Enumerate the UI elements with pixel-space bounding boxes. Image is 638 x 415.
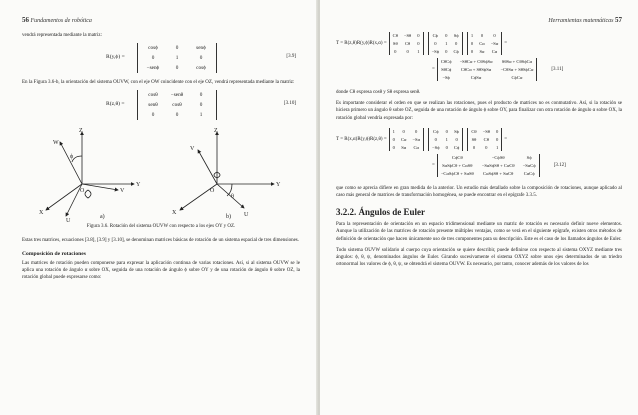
matrix-cell: 1	[495, 144, 499, 150]
matrix-cell: −Sθ	[403, 33, 412, 38]
matrix-cell: −Sα	[490, 41, 499, 46]
matrix-cell: Cα	[479, 41, 485, 46]
axes-diagram	[22, 126, 300, 222]
left-header-title: Fundamentos de robótica	[30, 18, 92, 24]
matrix-cell: Cα	[400, 136, 407, 142]
matrix-cell: 0	[175, 112, 179, 119]
right-para-1: donde Cθ expresa cosθ y Sθ expresa senθ.	[336, 90, 421, 95]
matrix-cell: Cϕ	[453, 144, 460, 150]
label-z-b: Z	[214, 128, 218, 135]
matrix-cell: 0	[406, 49, 409, 54]
matrix-cell: 0	[394, 49, 397, 54]
matrix-cell: Sθ	[471, 136, 477, 142]
eq-3-10-lhs: R(z,θ) =	[106, 101, 125, 108]
matrix-cell: 0	[455, 41, 458, 46]
matrix-cell: Cϕ	[432, 33, 439, 38]
matrix-cell: 0	[485, 144, 488, 150]
eq-3-12-result	[437, 154, 540, 177]
x-axis-a	[46, 184, 82, 210]
label-o-a: O	[80, 188, 85, 195]
matrix-cell: Sϕ	[454, 128, 460, 134]
matrix-cell: CϕCθ	[451, 154, 463, 160]
matrix-cell: 1	[445, 41, 448, 46]
eq-3-12-lhs: T = R(x,α)R(y,ϕ)R(z,θ) =	[336, 136, 387, 142]
label-theta-b: θ	[231, 194, 234, 201]
figure-3-6	[22, 126, 300, 222]
matrix-cell: SθSα + CθSϕCα	[501, 59, 533, 64]
label-v-b: V	[190, 146, 195, 153]
matrix-cell: 0	[417, 41, 420, 46]
matrix-cell: 0	[445, 49, 448, 54]
right-running-header	[336, 16, 622, 24]
rotation-arrow-a	[85, 190, 91, 198]
label-x-a: X	[39, 210, 44, 217]
matrix-cell: 1	[199, 112, 203, 119]
figure-b-axes	[180, 132, 274, 210]
matrix-cell: CϕSα	[470, 75, 482, 80]
matrix-cell: −CαSϕCθ + SαSθ	[440, 170, 474, 176]
matrix-cell: cosϕ	[148, 45, 158, 52]
matrix-cell: Sϕ	[453, 33, 459, 38]
matrix-cell: 0	[199, 102, 203, 109]
equation-3-12: T = R(x,α)R(y,ϕ)R(z,θ) = 1 0 0 0 Cα −Sα 0 Sα Cα Cϕ 0 Sϕ 0 1 0 −Sϕ 0 Cϕ Cθ −Sθ 0 Sθ Cθ 0 0 0 1 = = CϕCθ −CϕSθ Sϕ SαSϕCθ + CαSθ −SαSϕSθ + CαCθ −SαCϕ −CαSϕCθ + SαSθ CαSϕSθ + SαCθ CαCϕ [3.12]	[336, 128, 566, 176]
matrix-cell: 0	[493, 33, 496, 38]
right-page	[320, 0, 638, 415]
left-intro: vendrá representada mediante la matriz:	[22, 33, 102, 38]
matrix-cell: −Sϕ	[442, 75, 450, 80]
right-para-3: que como se aprecia difiere en gran medida de la anterior. Un estudio más detallado sobre la composición de rotaciones, aunque aplicado al caso más general de matrices de transformación homogénea, se puede encontrar en el epígrafe 3.3.5.	[336, 185, 622, 199]
matrix-cell: 0	[417, 33, 420, 38]
matrix-cell: −SαSϕSθ + CαCθ	[481, 162, 515, 168]
matrix-cell: Cθ	[392, 33, 398, 38]
matrix-cell: 0	[495, 136, 499, 142]
section-title-euler: 3.2.2. Ángulos de Euler	[336, 207, 426, 218]
label-b: b)	[226, 214, 231, 221]
eq-3-9-matrix	[137, 43, 217, 73]
matrix-cell: 0	[470, 49, 474, 54]
eq-3-11-lhs: T = R(z,θ)R(y,ϕ)R(x,α) =	[336, 41, 387, 46]
figure-a-axes	[46, 132, 134, 216]
matrix-cell: CαSϕSθ + SαCθ	[483, 170, 514, 176]
right-para-5: Todo sistema OUVW solidario al cuerpo cuya orientación se quiere describir, puede definirse con respecto al sistema OXYZ mediante tres ángulos: ϕ, θ, ψ, denominados ángulos de Euler. Girando sucesivamente el sistema OXYZ sobre unos ejes determinados de un triedro ortonormal los valores de ϕ, θ, ψ, se obtendrá el sistema OUVW. Es necesario, por tanto, conocer además de los valores de los	[336, 247, 622, 268]
eq-3-12-rz	[467, 128, 502, 151]
matrix-cell: 0	[470, 41, 474, 46]
w-axis-a	[60, 142, 82, 184]
eq-3-11-ry	[428, 32, 463, 55]
matrix-cell: 0	[445, 128, 448, 134]
matrix-cell: 0	[151, 55, 155, 62]
matrix-cell: senϕ	[196, 45, 206, 52]
matrix-cell: Cθ	[483, 136, 489, 142]
matrix-cell: CθCα + SθSϕSα	[460, 67, 492, 72]
matrix-cell: −CϕSθ	[491, 154, 505, 160]
matrix-cell: 0	[455, 136, 458, 142]
eq-3-12-rx	[389, 128, 424, 151]
matrix-cell: CθCϕ	[440, 59, 452, 64]
matrix-cell: 0	[199, 92, 203, 99]
matrix-cell: −SαCϕ	[522, 162, 536, 168]
label-z-a: Z	[79, 128, 83, 135]
matrix-cell: cosθ	[148, 92, 158, 99]
eq-3-11-number: [3.11]	[551, 67, 564, 72]
matrix-cell: SθCϕ	[441, 67, 452, 72]
matrix-cell: 0	[445, 144, 448, 150]
left-page	[0, 0, 318, 415]
matrix-cell: 0	[445, 33, 448, 38]
phi-arc-a	[72, 156, 82, 162]
v-axis-b	[198, 150, 217, 184]
left-page-number: 56	[22, 16, 29, 24]
matrix-cell: −senϕ	[146, 65, 160, 72]
label-u-b: U	[244, 212, 249, 219]
label-y-a: Y	[136, 182, 141, 189]
left-para-3: Estas tres matrices, ecuaciones [3.8], [3.9] y [3.10], se denominan matrices básicas de rotación de un sistema espacial de tres dimensiones.	[22, 238, 299, 244]
label-a: a)	[100, 214, 105, 221]
matrix-cell: 0	[175, 45, 179, 52]
matrix-cell: 0	[402, 128, 405, 134]
matrix-cell: Cα	[413, 144, 419, 150]
label-x-b: X	[172, 210, 177, 217]
matrix-cell: 1	[470, 33, 474, 38]
eq-3-12-number: [3.12]	[553, 162, 566, 168]
matrix-cell: Cϕ	[453, 49, 459, 54]
matrix-cell: −Sϕ	[431, 144, 440, 150]
matrix-cell: −Sϕ	[431, 49, 440, 54]
eq-3-10-matrix	[137, 90, 217, 120]
matrix-cell: Sα	[401, 144, 407, 150]
eq-3-9-lhs: R(y,ϕ) =	[106, 54, 125, 61]
eq-3-11-rx	[467, 32, 502, 55]
right-para-2: Es importante considerar el orden en que se realizan las rotaciones, pues el producto de matrices no es conmutativo. Así, si la rotación se hiciera primero un ángulo θ sobre OZ, seguida de una rotación de ángulo ϕ sobre OY, para finalizar con otra rotación de ángulo α sobre OX, la rotación global vendría expresada por:	[336, 101, 622, 121]
matrix-cell: 0	[495, 128, 499, 134]
eq-3-12-ry	[428, 128, 463, 151]
matrix-cell: 0	[480, 33, 484, 38]
matrix-cell: senθ	[148, 102, 158, 109]
matrix-cell: Sθ	[392, 41, 398, 46]
matrix-cell: Cϕ	[433, 128, 439, 134]
label-v-a: V	[120, 188, 125, 195]
eq-3-11-result	[437, 58, 538, 81]
matrix-cell: −Sα	[412, 136, 420, 142]
matrix-cell: −CθSα + SθSϕCα	[500, 67, 534, 72]
equation-3-10	[22, 90, 300, 120]
matrix-cell: Sϕ	[526, 154, 532, 160]
matrix-cell: 0	[392, 144, 395, 150]
label-o-b: O	[210, 188, 215, 195]
right-header-title: Herramientas matemáticas	[548, 18, 614, 24]
matrix-cell: 0	[434, 41, 437, 46]
matrix-cell: 0	[392, 136, 395, 142]
eq-3-10-number: [3.10]	[283, 101, 296, 107]
matrix-cell: 1	[445, 136, 448, 142]
matrix-cell: CϕCα	[511, 75, 523, 80]
section-heading: Composición de rotaciones	[22, 250, 86, 257]
matrix-cell: Cα	[491, 49, 498, 54]
matrix-cell: Cθ	[404, 41, 411, 46]
matrix-cell: Cθ	[471, 128, 477, 134]
eq-3-11-rz	[389, 32, 424, 55]
matrix-cell: 1	[392, 128, 395, 134]
matrix-cell: SαSϕCθ + CαSθ	[442, 162, 473, 168]
figure-caption: Figura 3.6. Rotación del sistema OUVW con respecto a los ejes OY y OZ.	[86, 224, 236, 230]
matrix-cell: −SθCα + CθSϕSα	[459, 59, 493, 64]
left-para-4: Las matrices de rotación pueden componerse para expresar la aplicación continua de varias rotaciones. Así, si al sistema OUVW se le aplica una rotación de ángulo α sobre OX, seguida de una rotación de ángulo ϕ sobre OY y de una rotación de ángulo θ sobre OZ, la rotación global puede expresarse como:	[22, 260, 300, 281]
matrix-cell: 0	[175, 65, 179, 72]
matrix-cell: −senθ	[170, 92, 184, 99]
v-axis-a	[82, 184, 118, 190]
matrix-cell: 0	[151, 112, 155, 119]
matrix-cell: 1	[175, 55, 179, 62]
matrix-cell: cosϕ	[196, 65, 206, 72]
matrix-cell: 0	[199, 55, 203, 62]
left-running-header	[22, 16, 300, 24]
matrix-cell: −Sθ	[482, 128, 490, 134]
label-u-a: U	[66, 218, 71, 223]
matrix-cell: Sα	[479, 49, 485, 54]
matrix-cell: 0	[472, 144, 476, 150]
matrix-cell: 0	[434, 136, 437, 142]
right-page-number: 57	[615, 16, 622, 24]
equation-3-9	[22, 43, 300, 73]
matrix-cell: cosθ	[172, 102, 182, 109]
left-para-2: En la Figura 3.6-b, la orientación del sistema OUVW, con el eje OW coincidente con el eje OZ, vendrá representada mediante la matriz:	[22, 80, 295, 86]
label-y-b: Y	[276, 182, 281, 189]
matrix-cell: CαCϕ	[523, 170, 535, 176]
label-w-a: W	[53, 140, 59, 147]
matrix-cell: 1	[417, 49, 420, 54]
right-para-4: Para la representación de orientación en un espacio tridimensional mediante un matriz de rotación es necesario definir nueve elementos. Aunque la utilización de las matrices de rotación presente múltiples ventajas, como se verá en el siguiente epígrafe, existen otros métodos de definición de orientación que hacen únicamente uso de tres componentes para su descripción. Este es el caso de los llamados ángulos de Euler.	[336, 222, 622, 242]
equation-3-11: T = R(z,θ)R(y,ϕ)R(x,α) = Cθ −Sθ 0 Sθ Cθ 0 0 0 1 Cϕ 0 Sϕ 0 1 0 −Sϕ 0 Cϕ 1 0 0 0 Cα −Sα 0 Sα Cα = = CθCϕ −SθCα + CθSϕSα SθSα + CθSϕCα SθCϕ CθCα + SθSϕSα −CθSα + SθSϕCα −Sϕ CϕSα CϕCα [3.11]	[336, 33, 564, 80]
eq-3-9-number: [3.9]	[286, 54, 296, 60]
matrix-cell: 0	[415, 128, 418, 134]
label-phi-a: ϕ	[70, 154, 74, 161]
